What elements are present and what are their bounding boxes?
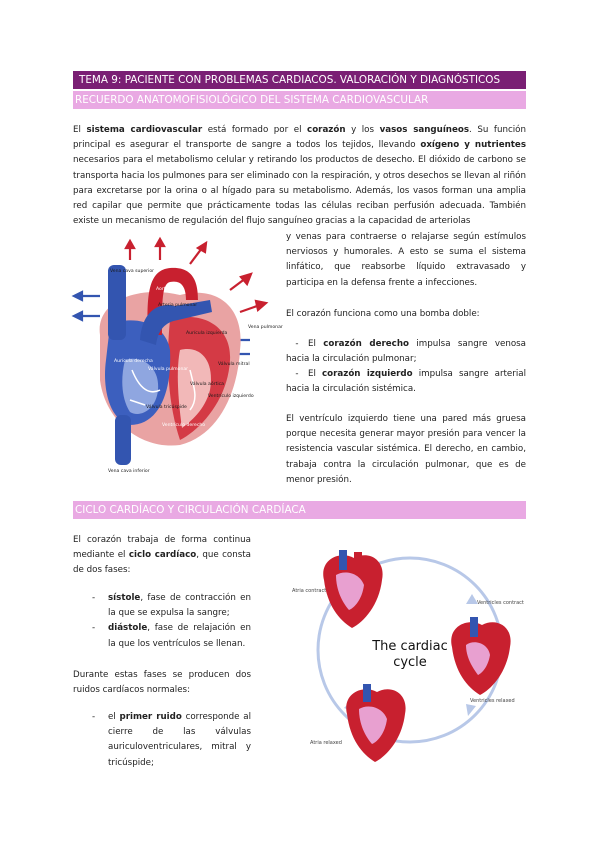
label-valv-tric: Válvula tricúspide	[146, 405, 187, 410]
intro-segment: y los	[345, 125, 380, 135]
intro-segment: sistema cardiovascular	[86, 125, 203, 135]
cycle-title-line1: The cardiac	[372, 639, 448, 654]
label-valv-aortica: Válvula aórtica	[190, 382, 224, 387]
label-atria-relaxed: Atria relaxed	[310, 740, 342, 746]
cycle-intro: El corazón trabaja de forma continua mediante el ciclo cardíaco, que consta de dos fases:	[73, 535, 251, 576]
label-art-pulm: Arteria pulmonar	[158, 303, 198, 308]
sounds-list	[88, 710, 251, 771]
intro-segment: vasos sanguíneos	[379, 125, 470, 135]
label-vci: Vena cava inferior	[108, 469, 150, 474]
label-ventricles-contract: Ventricles contract	[477, 600, 524, 606]
page-title: TEMA 9: PACIENTE CON PROBLEMAS CARDIACOS. VALORACIÓN Y DIAGNÓSTICOS	[73, 71, 526, 89]
cardiac-cycle-figure	[292, 532, 528, 768]
label-aur-der: Aurícula derecha	[114, 359, 153, 364]
cycle-title-line2: cycle	[393, 655, 427, 670]
pump-left-item: - El corazón izquierdo impulsa sangre arterial hacia la circulación sistémica.	[286, 369, 526, 395]
label-vena-pulm: Vena pulmonar	[248, 325, 283, 330]
intro-segment: corazón	[307, 125, 346, 135]
ventricle-paragraph: El ventrículo izquierdo tiene una pared más gruesa porque necesita generar mayor presión para vencer la resistencia vascular sistémica. El derecho, en cambio, trabaja contra la circulación pulmonar, que es de menor presión.	[286, 414, 526, 485]
list-item-primer-ruido: - el primer ruido corresponde al cierre de las válvulas auriculoventriculares, mitral y tricúspide;	[88, 710, 251, 771]
intro-continuation: y venas para contraerse o relajarse según estímulos nerviosos y humorales. A esto se suma el sistema linfático, que reabsorbe líquido extravasado y participa en la defensa frente a infecciones.	[286, 232, 526, 288]
phases-list	[88, 591, 251, 652]
label-valv-mitral: Válvula mitral	[218, 362, 250, 367]
label-atria-contract: Atria contract	[292, 588, 327, 594]
label-valv-pulm: Válvula pulmonar	[148, 367, 189, 372]
section-heading-anatomy: RECUERDO ANATOMOFISIOLÓGICO DEL SISTEMA CARDIOVASCULAR	[73, 91, 526, 109]
label-aur-izq: Aurícula izquierda	[186, 331, 228, 336]
intro-segment: oxígeno y nutrientes	[420, 140, 526, 151]
list-item-sistole: - sístole, fase de contracción en la que se expulsa la sangre;	[88, 591, 251, 621]
pump-intro: El corazón funciona como una bomba doble:	[286, 309, 480, 319]
intro-segment: necesarios para el metabolismo celular y retirando los productos de desecho. El dióxido de carbono se transporta hacia los pulmones para ser eliminado con la respiración, y otros desechos se llevan al riñón para excretarse por la orina o al hígado para su metabolismo. Además, los vasos forman una amplia red capilar que permite que prácticamente todas las células reciban perfusión adecuada. También existe un mecanismo de regulación del flujo sanguíneo gracias a la capacidad de arteriolas	[73, 155, 526, 227]
heart-anatomy-figure	[70, 240, 283, 480]
intro-segment: está formado por el	[202, 125, 308, 135]
list-item-diastole: - diástole, fase de relajación en la que los ventrículos se llenan.	[88, 621, 251, 651]
intro-segment: El	[73, 125, 87, 135]
label-aorta: Aorta	[156, 287, 169, 292]
pump-right-item: - El corazón derecho impulsa sangre venosa hacia la circulación pulmonar;	[286, 339, 527, 365]
intro-paragraph	[73, 123, 526, 229]
sounds-intro: Durante estas fases se producen dos ruidos cardíacos normales:	[73, 670, 251, 696]
label-vcs: Vena cava superior	[110, 269, 155, 274]
label-vent-der: Ventrículo derecho	[162, 423, 206, 428]
intro-segment: . Su función principal es asegurar el transporte de sangre a todos los tejidos, llevando	[73, 125, 526, 151]
label-ventricles-relaxed: Ventricles relaxed	[470, 698, 515, 704]
section-heading-cycle: CICLO CARDÍACO Y CIRCULACIÓN CARDÍACA	[73, 501, 526, 519]
label-vent-izq: Ventrículo izquierdo	[208, 394, 254, 399]
